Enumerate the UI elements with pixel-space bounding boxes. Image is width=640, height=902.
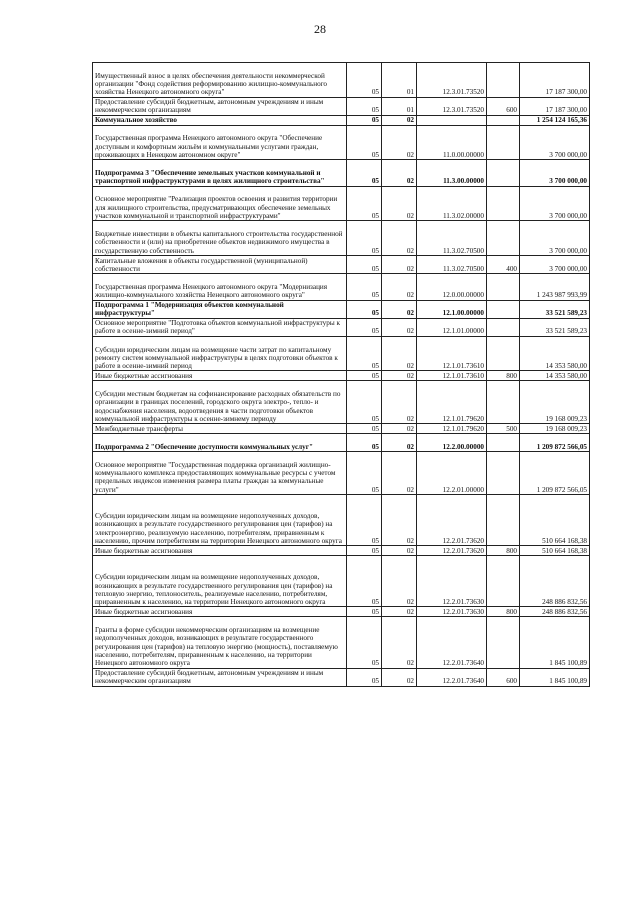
section-code: 05 <box>347 433 382 451</box>
target-article-code: 12.1.01.73610 <box>417 336 487 371</box>
subsection-code: 02 <box>382 371 417 381</box>
target-article-code: 12.3.01.73520 <box>417 97 487 115</box>
expense-type-code <box>487 336 520 371</box>
table-row <box>93 433 590 451</box>
target-article-code: 12.1.01.79620 <box>417 381 487 424</box>
section-code: 05 <box>347 256 382 274</box>
amount: 14 353 580,00 <box>520 336 590 371</box>
expense-type-code: 400 <box>487 256 520 274</box>
item-name: Основное мероприятие "Подготовка объектов коммунальной инфраструктуры к работе в осенне-зимний период" <box>93 318 347 336</box>
section-code: 05 <box>347 115 382 125</box>
section-code: 05 <box>347 381 382 424</box>
subsection-code: 02 <box>382 300 417 318</box>
subsection-code: 02 <box>382 186 417 221</box>
item-name: Коммунальное хозяйство <box>93 115 347 125</box>
amount: 1 209 872 566,05 <box>520 452 590 495</box>
subsection-code: 01 <box>382 63 417 98</box>
section-code: 05 <box>347 546 382 556</box>
target-article-code: 12.2.01.73640 <box>417 617 487 668</box>
expense-type-code <box>487 186 520 221</box>
subsection-code: 02 <box>382 607 417 617</box>
target-article-code: 12.2.01.73620 <box>417 495 487 546</box>
subsection-code: 02 <box>382 274 417 300</box>
expense-type-code <box>487 381 520 424</box>
table-row <box>93 668 590 686</box>
table-row <box>93 371 590 381</box>
item-name: Межбюджетные трансферты <box>93 424 347 434</box>
subsection-code: 02 <box>382 318 417 336</box>
subsection-code: 02 <box>382 125 417 160</box>
subsection-code: 02 <box>382 115 417 125</box>
table-row <box>93 452 590 495</box>
expense-type-code: 800 <box>487 371 520 381</box>
expense-type-code: 800 <box>487 546 520 556</box>
expense-type-code <box>487 300 520 318</box>
table-row <box>93 221 590 256</box>
table-row <box>93 546 590 556</box>
item-name: Иные бюджетные ассигнования <box>93 607 347 617</box>
amount: 3 700 000,00 <box>520 221 590 256</box>
table-row <box>93 556 590 607</box>
target-article-code: 12.1.00.00000 <box>417 300 487 318</box>
amount: 248 886 832,56 <box>520 607 590 617</box>
item-name: Иные бюджетные ассигнования <box>93 546 347 556</box>
amount: 19 168 009,23 <box>520 424 590 434</box>
item-name: Основное мероприятие "Реализация проектов освоения и развития территории для жилищного строительства, предусматривающих обеспечение земельных участков коммунальной и транспортной инфраструктурами" <box>93 186 347 221</box>
target-article-code: 12.2.01.00000 <box>417 452 487 495</box>
subsection-code: 02 <box>382 381 417 424</box>
subsection-code: 02 <box>382 556 417 607</box>
section-code: 05 <box>347 617 382 668</box>
subsection-code: 02 <box>382 617 417 668</box>
section-code: 05 <box>347 274 382 300</box>
target-article-code: 12.1.01.79620 <box>417 424 487 434</box>
section-code: 05 <box>347 160 382 186</box>
target-article-code: 11.3.02.70500 <box>417 256 487 274</box>
table-row <box>93 495 590 546</box>
amount: 17 187 300,00 <box>520 97 590 115</box>
section-code: 05 <box>347 607 382 617</box>
section-code: 05 <box>347 452 382 495</box>
subsection-code: 02 <box>382 452 417 495</box>
expense-type-code <box>487 617 520 668</box>
expense-type-code <box>487 452 520 495</box>
amount: 1 845 100,89 <box>520 617 590 668</box>
item-name: Подпрограмма 3 "Обеспечение земельных участков коммунальной и транспортной инфраструктурами в целях жилищного строительства" <box>93 160 347 186</box>
target-article-code: 12.2.00.00000 <box>417 433 487 451</box>
section-code: 05 <box>347 221 382 256</box>
section-code: 05 <box>347 424 382 434</box>
section-code: 05 <box>347 63 382 98</box>
table-row <box>93 97 590 115</box>
table-row <box>93 160 590 186</box>
section-code: 05 <box>347 556 382 607</box>
amount: 510 664 168,38 <box>520 546 590 556</box>
table-row <box>93 424 590 434</box>
subsection-code: 02 <box>382 336 417 371</box>
section-code: 05 <box>347 495 382 546</box>
target-article-code: 11.3.02.00000 <box>417 186 487 221</box>
expense-type-code: 500 <box>487 424 520 434</box>
section-code: 05 <box>347 125 382 160</box>
expense-type-code: 600 <box>487 97 520 115</box>
amount: 1 243 987 993,99 <box>520 274 590 300</box>
expense-type-code <box>487 318 520 336</box>
table-row <box>93 336 590 371</box>
budget-table <box>92 62 590 687</box>
subsection-code: 01 <box>382 97 417 115</box>
item-name: Капитальные вложения в объекты государственной (муниципальной) собственности <box>93 256 347 274</box>
item-name: Государственная программа Ненецкого автономного округа "Модернизация жилищно-коммунального хозяйства Ненецкого автономного округа" <box>93 274 347 300</box>
section-code: 05 <box>347 186 382 221</box>
target-article-code: 12.0.00.00000 <box>417 274 487 300</box>
amount: 1 845 100,89 <box>520 668 590 686</box>
item-name: Имущественный взнос в целях обеспечения деятельности некоммерческой организации "Фонд содействия реформированию жилищно-коммунального хозяйства Ненецкого автономного округа" <box>93 63 347 98</box>
amount: 3 700 000,00 <box>520 256 590 274</box>
amount: 19 168 009,23 <box>520 381 590 424</box>
table-row <box>93 63 590 98</box>
table-row <box>93 318 590 336</box>
expense-type-code <box>487 125 520 160</box>
item-name: Предоставление субсидий бюджетным, автономным учреждениям и иным некоммерческим организациям <box>93 97 347 115</box>
subsection-code: 02 <box>382 221 417 256</box>
item-name: Субсидии местным бюджетам на софинансирование расходных обязательств по организации в границах поселений, городского округа электро-, тепло- и водоснабжения населения, водоотведения в части подготовки объектов коммунальной инфраструктуры к осенне-зимнему периоду <box>93 381 347 424</box>
section-code: 05 <box>347 371 382 381</box>
target-article-code: 12.2.01.73640 <box>417 668 487 686</box>
expense-type-code: 800 <box>487 607 520 617</box>
item-name: Государственная программа Ненецкого автономного округа "Обеспечение доступным и комфортным жильём и коммунальными услугами граждан, проживающих в Ненецком автономном округе" <box>93 125 347 160</box>
target-article-code: 12.2.01.73630 <box>417 556 487 607</box>
item-name: Иные бюджетные ассигнования <box>93 371 347 381</box>
table-row <box>93 607 590 617</box>
item-name: Гранты в форме субсидии некоммерческим организациям на возмещение недополученных доходов, возникающих в результате государственного регулирования цен (тарифов) на тепловую энергию (мощность), поставляемую населению, потребителям, приравненным к населению, на территории Ненецкого автономного округа <box>93 617 347 668</box>
target-article-code <box>417 115 487 125</box>
amount: 3 700 000,00 <box>520 125 590 160</box>
table-row <box>93 115 590 125</box>
section-code: 05 <box>347 300 382 318</box>
amount: 510 664 168,38 <box>520 495 590 546</box>
item-name: Субсидии юридическим лицам на возмещение части затрат по капитальному ремонту систем коммунальной инфраструктуры в целях подготовки объектов к работе в осенне-зимний период <box>93 336 347 371</box>
table-row <box>93 186 590 221</box>
table-row <box>93 300 590 318</box>
table-row <box>93 381 590 424</box>
target-article-code: 11.3.02.70500 <box>417 221 487 256</box>
target-article-code: 12.3.01.73520 <box>417 63 487 98</box>
target-article-code: 11.0.00.00000 <box>417 125 487 160</box>
expense-type-code <box>487 556 520 607</box>
subsection-code: 02 <box>382 668 417 686</box>
target-article-code: 11.3.00.00000 <box>417 160 487 186</box>
table-row <box>93 274 590 300</box>
amount: 248 886 832,56 <box>520 556 590 607</box>
expense-type-code <box>487 115 520 125</box>
expense-type-code <box>487 160 520 186</box>
subsection-code: 02 <box>382 546 417 556</box>
expense-type-code <box>487 221 520 256</box>
amount: 3 700 000,00 <box>520 186 590 221</box>
section-code: 05 <box>347 318 382 336</box>
amount: 1 209 872 566,05 <box>520 433 590 451</box>
subsection-code: 02 <box>382 256 417 274</box>
amount: 33 521 589,23 <box>520 300 590 318</box>
section-code: 05 <box>347 97 382 115</box>
expense-type-code <box>487 63 520 98</box>
item-name: Основное мероприятие "Государственная поддержка организаций жилищно-коммунального комплекса предоставляющих коммунальные ресурсы с учетом предельных индексов изменения размера платы граждан за коммунальные услуги" <box>93 452 347 495</box>
amount: 14 353 580,00 <box>520 371 590 381</box>
amount: 33 521 589,23 <box>520 318 590 336</box>
target-article-code: 12.1.01.73610 <box>417 371 487 381</box>
amount: 1 254 124 165,36 <box>520 115 590 125</box>
target-article-code: 12.2.01.73630 <box>417 607 487 617</box>
amount: 17 187 300,00 <box>520 63 590 98</box>
expense-type-code <box>487 274 520 300</box>
subsection-code: 02 <box>382 424 417 434</box>
subsection-code: 02 <box>382 495 417 546</box>
expense-type-code: 600 <box>487 668 520 686</box>
subsection-code: 02 <box>382 433 417 451</box>
item-name: Предоставление субсидий бюджетным, автономным учреждениям и иным некоммерческим организациям <box>93 668 347 686</box>
expense-type-code <box>487 495 520 546</box>
item-name: Подпрограмма 1 "Модернизация объектов коммунальной инфраструктуры" <box>93 300 347 318</box>
target-article-code: 12.2.01.73620 <box>417 546 487 556</box>
target-article-code: 12.1.01.00000 <box>417 318 487 336</box>
item-name: Субсидии юридическим лицам на возмещение недополученных доходов, возникающих в результате государственного регулирования цен (тарифов) на электроэнергию, реализуемую населению, потребителям, приравненным к населению, прочим потребителям на территории Ненецкого автономного округа <box>93 495 347 546</box>
table-row <box>93 617 590 668</box>
page-number: 28 <box>314 22 326 36</box>
section-code: 05 <box>347 668 382 686</box>
table-row <box>93 256 590 274</box>
amount: 3 700 000,00 <box>520 160 590 186</box>
item-name: Субсидии юридическим лицам на возмещение недополученных доходов, возникающих в результате государственного регулирования цен (тарифов) на тепловую энергию, теплоноситель, реализуемые населению, потребителям, приравненным к населению, на территории Ненецкого автономного округа <box>93 556 347 607</box>
expense-type-code <box>487 433 520 451</box>
item-name: Подпрограмма 2 "Обеспечение доступности коммунальных услуг" <box>93 433 347 451</box>
item-name: Бюджетные инвестиции в объекты капитального строительства государственной собственности и (или) на приобретение объектов недвижимого имущества в государственную собственность <box>93 221 347 256</box>
subsection-code: 02 <box>382 160 417 186</box>
table-row <box>93 125 590 160</box>
section-code: 05 <box>347 336 382 371</box>
